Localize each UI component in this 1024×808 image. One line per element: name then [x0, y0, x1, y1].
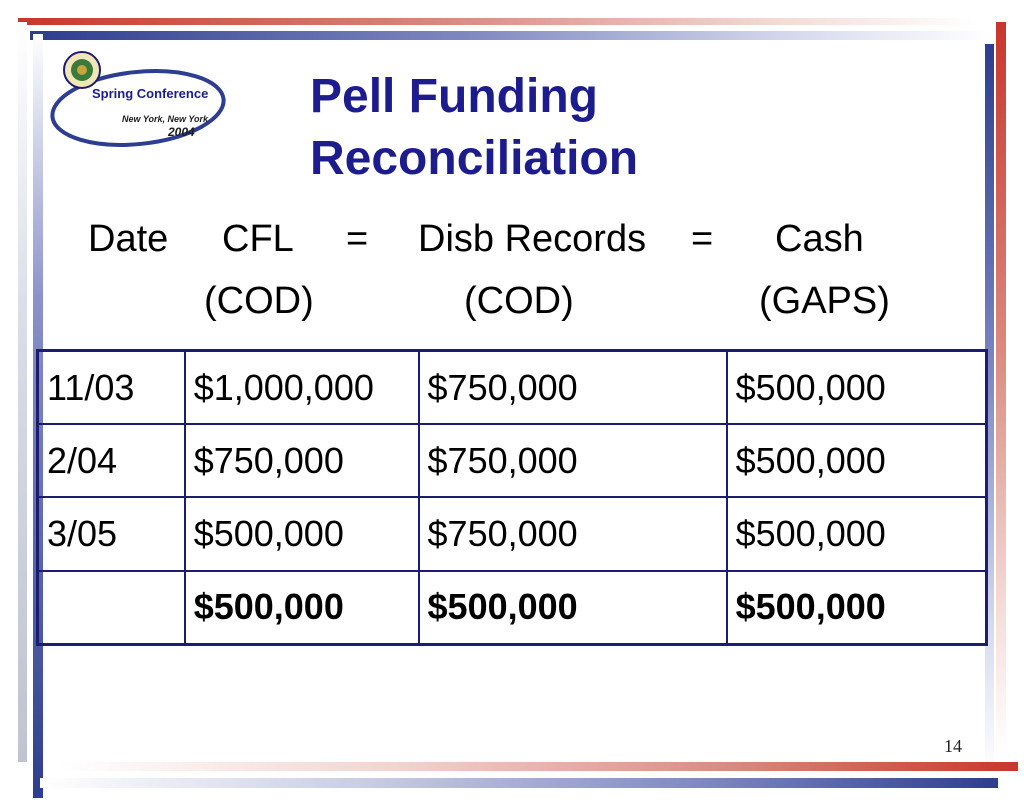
frame-left-gray-bar: [18, 22, 27, 762]
header-cfl: CFL: [222, 218, 294, 260]
conference-logo: [48, 46, 228, 154]
table-cell-disb-total: $500,000: [419, 571, 727, 645]
frame-top-red-bar: [18, 18, 978, 25]
frame-bottom-red-bar: [60, 762, 1018, 771]
table-cell-disb: $750,000: [419, 351, 727, 425]
table-row: [38, 424, 987, 497]
table-cell-cash: $500,000: [727, 497, 987, 570]
header-cash-source: (GAPS): [759, 280, 890, 322]
table-row: [38, 497, 987, 570]
table-row: [38, 351, 987, 425]
header-equals-2: =: [691, 218, 714, 260]
header-disb-records: Disb Records: [418, 218, 647, 260]
reconciliation-table: [36, 349, 988, 646]
frame-right-red-bar: [996, 22, 1006, 752]
header-cfl-source: (COD): [204, 280, 314, 322]
table-total-row: [38, 571, 987, 645]
slide-title-line2: Reconciliation: [310, 132, 639, 185]
header-equals-1: =: [346, 218, 369, 260]
header-date: Date: [88, 218, 169, 260]
frame-bottom-blue-bar: [40, 778, 998, 788]
table-cell-disb: $750,000: [419, 497, 727, 570]
table-cell-cash-total: $500,000: [727, 571, 987, 645]
frame-top-blue-bar: [30, 31, 990, 40]
table-cell-date: [38, 571, 185, 645]
header-disb-source: (COD): [464, 280, 574, 322]
table-cell-cash: $500,000: [727, 351, 987, 425]
table-cell-date: 11/03: [38, 351, 185, 425]
logo-line2: New York, New York: [122, 114, 209, 124]
table-cell-cfl: $500,000: [185, 497, 419, 570]
logo-line1: Spring Conference: [92, 86, 209, 101]
page-number: 14: [944, 736, 962, 756]
table-cell-cfl-total: $500,000: [185, 571, 419, 645]
slide-title: [310, 66, 830, 190]
conference-logo-graphic: [48, 46, 228, 154]
header-cash: Cash: [775, 218, 864, 260]
table-cell-cfl: $750,000: [185, 424, 419, 497]
table-cell-date: 2/04: [38, 424, 185, 497]
logo-line3: 2004: [168, 125, 195, 139]
table-cell-disb: $750,000: [419, 424, 727, 497]
table-cell-cash: $500,000: [727, 424, 987, 497]
table-cell-cfl: $1,000,000: [185, 351, 419, 425]
table-cell-date: 3/05: [38, 497, 185, 570]
slide-title-line1: Pell Funding: [310, 70, 598, 123]
